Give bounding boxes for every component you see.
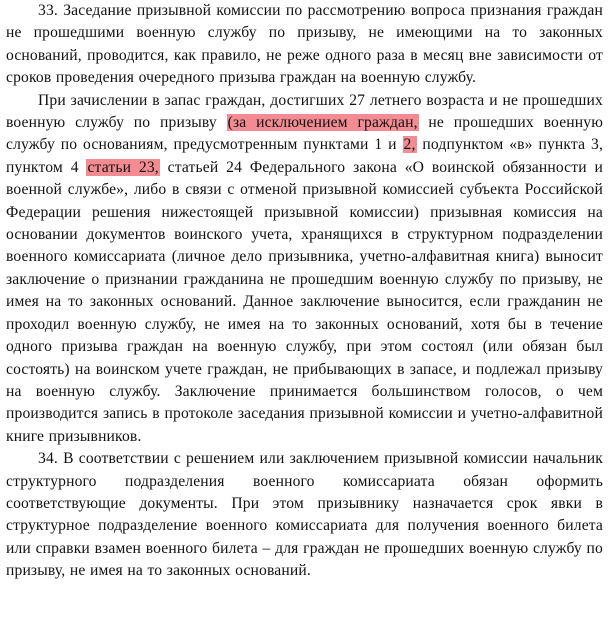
paragraph-33-continued-part-1: При зачислении в запас граждан, достигших 27 летнего возраста и не прошедших военную службу по призыву [6,91,603,132]
paragraph-33: 33. Заседание призывной комиссии по рассмотрению вопроса признания граждан не прошедшими военную службу по призыву, не имеющими на то законных оснований, проводится, как правило, не реже одного раза в месяц вне зависимости от сроков проведения очередного призыва граждан на военную службу. [6,2,603,87]
paragraph-33-continued-part-3: подпунктом «в» пункта 3, пунктом 4 [6,136,603,176]
highlight-exception-clause: (за исключением граждан, [227,114,418,132]
paragraph-33-continued-part-4: статьей 24 Федерального закона «О воинской обязанности и военной службе», либо в связи с отменой призывной комиссией субъекта Российской Федерации решения нижестоящей призывной комиссии) призывная комиссия на основании документов воинского учета, хранящихся в структурном подразделении военного комиссариата (личное дело призывника, учетно-алфавитная книга) выносит заключение о признании гражданина не прошедшим военную службу по призыву, не имея на то законных оснований. Данное заключение выносится, если гражданин не проходил военную службу, не имея на то законных оснований, хотя бы в течение одного призыва граждан на военную службу, при этом состоял (или обязан был состоять) на воинском учете граждан, не прибывающих в запасе, и подлежал призыву на военную службу. Заключение принимается большинством голосов, о чем производится запись в протоколе заседания призывной комиссии и учетно-алфавитной книге призывников. [6,158,603,445]
paragraph-33-continued [6,90,603,449]
paragraph-34: 34. В соответствии с решением или заключением призывной комиссии начальник структурного подразделения военного комиссариата обязан оформить соответствующие документы. При этом призывнику назначается срок явки в структурное подразделение военного комиссариата для получения военного билета или справки взамен военного билета – для граждан не прошедших военную службу по призыву, не имея на то законных оснований. [6,450,603,580]
highlight-article-23: статьи 23, [87,158,159,176]
paragraph-33-continued-part-2: не прошедших военную службу по основаниям, предусмотренным пунктами 1 и [6,114,603,154]
highlight-item-2: 2, [403,136,416,154]
